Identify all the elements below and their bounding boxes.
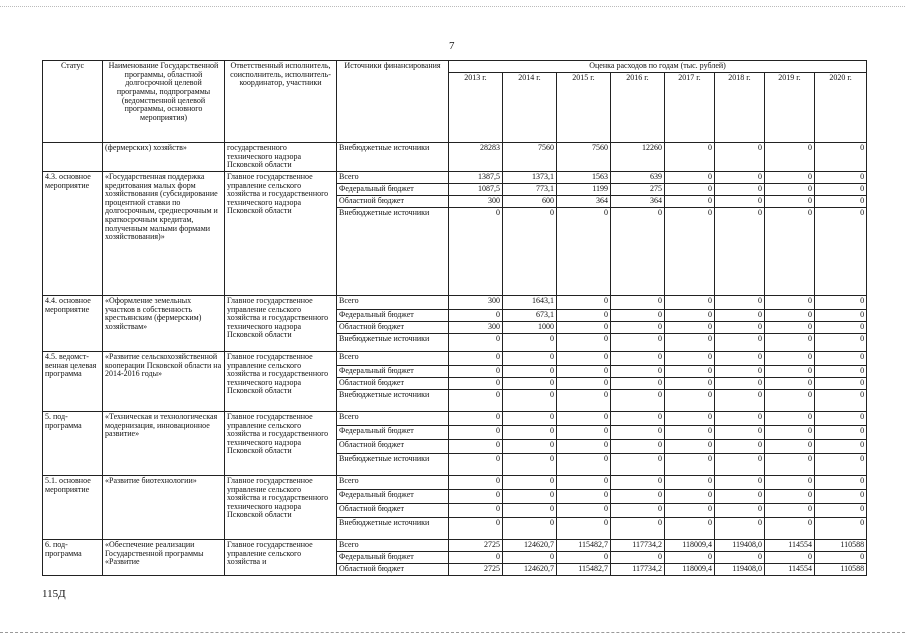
value-cell: 0 [611,207,665,295]
value-cell: 0 [611,517,665,539]
value-cell: 0 [503,411,557,425]
executor-cell: Главное государственное управление сельского хозяйства и государственного технического надзора Псковской области [225,295,337,351]
value-cell: 0 [665,183,715,195]
value-cell: 1087,5 [449,183,503,195]
value-cell: 0 [557,425,611,439]
value-cell: 0 [765,207,815,295]
table-row [43,295,867,309]
source-cell: Федеральный бюджет [337,309,449,321]
header-executor: Ответственный исполнитель, соисполнитель, исполнитель-координатор, участники [225,61,337,143]
value-cell: 0 [665,517,715,539]
source-cell: Областной бюджет [337,377,449,389]
value-cell: 0 [665,207,715,295]
value-cell: 7560 [503,143,557,172]
value-cell: 0 [611,425,665,439]
name-cell: «Обеспечение реализации Государственной программы «Развитие [103,539,225,575]
value-cell: 0 [715,475,765,489]
value-cell: 0 [815,295,867,309]
source-cell: Всего [337,475,449,489]
value-cell: 119408,0 [715,563,765,575]
value-cell: 0 [715,143,765,172]
footer-code: 115Д [42,588,66,600]
value-cell: 0 [715,517,765,539]
value-cell: 0 [611,309,665,321]
value-cell: 300 [449,195,503,207]
value-cell: 0 [665,411,715,425]
table-row [43,539,867,551]
value-cell: 0 [557,489,611,503]
status-cell: 4.3. основное мероприятие [43,171,103,295]
value-cell: 0 [715,365,765,377]
value-cell: 0 [815,551,867,563]
value-cell: 0 [815,377,867,389]
executor-cell: Главное государственное управление сельского хозяйства и государственного технического надзора Псковской области [225,411,337,475]
value-cell: 0 [715,309,765,321]
source-cell: Всего [337,411,449,425]
value-cell: 0 [815,365,867,377]
executor-cell: Главное государственное управление сельского хозяйства и государственного технического надзора Псковской области [225,171,337,295]
executor-cell: Главное государственное управление сельского хозяйства и [225,539,337,575]
header-year: 2015 г. [557,73,611,143]
value-cell: 0 [765,475,815,489]
value-cell: 0 [503,207,557,295]
value-cell: 0 [449,551,503,563]
value-cell: 0 [815,439,867,453]
value-cell: 0 [611,321,665,333]
header-sources: Источники финансирования [337,61,449,143]
value-cell: 0 [449,207,503,295]
value-cell: 300 [449,295,503,309]
value-cell: 119408,0 [715,539,765,551]
value-cell: 0 [557,453,611,475]
name-cell: «Развитие сельскохозяйственной кооперации Псковской области на 2014-2016 годы» [103,351,225,411]
value-cell: 0 [765,389,815,411]
value-cell: 0 [611,333,665,351]
table-row [43,475,867,489]
value-cell: 0 [449,309,503,321]
value-cell: 0 [665,453,715,475]
status-cell: 5.1. основное мероприятие [43,475,103,539]
value-cell: 0 [815,183,867,195]
value-cell: 773,1 [503,183,557,195]
value-cell: 117734,2 [611,539,665,551]
value-cell: 0 [557,551,611,563]
value-cell: 0 [611,503,665,517]
value-cell: 0 [715,439,765,453]
value-cell: 0 [765,365,815,377]
executor-cell: Главное государственное управление сельского хозяйства и государственного технического надзора Псковской области [225,475,337,539]
value-cell: 0 [503,489,557,503]
value-cell: 0 [611,351,665,365]
value-cell: 0 [611,295,665,309]
value-cell: 300 [449,321,503,333]
value-cell: 1000 [503,321,557,333]
value-cell: 0 [715,321,765,333]
value-cell: 0 [665,171,715,183]
source-cell: Всего [337,295,449,309]
value-cell: 0 [449,517,503,539]
value-cell: 118009,4 [665,539,715,551]
value-cell: 0 [765,309,815,321]
value-cell: 0 [815,321,867,333]
name-cell: «Государственная поддержка кредитования малых форм хозяйствования (субсидирование процентной ставки по долгосрочным, среднесрочным и краткосрочным кредитам, полученным малыми формами хозяйствования)» [103,171,225,295]
budget-table [42,60,867,576]
value-cell: 0 [815,207,867,295]
value-cell: 0 [557,321,611,333]
value-cell: 639 [611,171,665,183]
value-cell: 0 [557,333,611,351]
value-cell: 0 [503,453,557,475]
value-cell: 0 [715,295,765,309]
value-cell: 0 [503,517,557,539]
value-cell: 0 [611,453,665,475]
value-cell: 0 [557,411,611,425]
value-cell: 0 [815,195,867,207]
value-cell: 0 [715,171,765,183]
value-cell: 0 [665,365,715,377]
value-cell: 0 [815,489,867,503]
value-cell: 0 [665,321,715,333]
value-cell: 0 [503,365,557,377]
table-row [43,411,867,425]
value-cell: 0 [815,453,867,475]
value-cell: 0 [557,389,611,411]
value-cell: 110588 [815,539,867,551]
source-cell: Федеральный бюджет [337,551,449,563]
source-cell: Внебюджетные источники [337,453,449,475]
value-cell: 0 [765,321,815,333]
value-cell: 0 [715,489,765,503]
value-cell: 0 [503,439,557,453]
value-cell: 114554 [765,539,815,551]
value-cell: 0 [449,377,503,389]
value-cell: 0 [765,333,815,351]
source-cell: Областной бюджет [337,321,449,333]
value-cell: 0 [611,439,665,453]
value-cell: 364 [611,195,665,207]
value-cell: 0 [715,425,765,439]
source-cell: Внебюджетные источники [337,389,449,411]
value-cell: 12260 [611,143,665,172]
value-cell: 0 [557,351,611,365]
value-cell: 0 [449,453,503,475]
value-cell: 0 [503,389,557,411]
value-cell: 0 [715,551,765,563]
value-cell: 0 [765,489,815,503]
value-cell: 0 [503,333,557,351]
value-cell: 28283 [449,143,503,172]
value-cell: 0 [611,377,665,389]
value-cell: 0 [765,351,815,365]
value-cell: 0 [557,377,611,389]
value-cell: 0 [665,389,715,411]
value-cell: 117734,2 [611,563,665,575]
value-cell: 0 [449,439,503,453]
source-cell: Областной бюджет [337,439,449,453]
value-cell: 0 [449,489,503,503]
value-cell: 0 [765,377,815,389]
value-cell: 0 [665,503,715,517]
value-cell: 0 [557,475,611,489]
value-cell: 0 [449,351,503,365]
value-cell: 0 [765,551,815,563]
status-cell: 5. под-программа [43,411,103,475]
value-cell: 0 [449,425,503,439]
value-cell: 0 [765,503,815,517]
value-cell: 0 [715,389,765,411]
value-cell: 0 [765,517,815,539]
value-cell: 0 [815,143,867,172]
table-row [43,143,867,172]
value-cell: 0 [503,475,557,489]
value-cell: 1643,1 [503,295,557,309]
scan-top-edge [0,0,905,7]
header-year: 2019 г. [765,73,815,143]
status-cell [43,143,103,172]
value-cell: 0 [715,333,765,351]
value-cell: 115482,7 [557,539,611,551]
source-cell: Всего [337,171,449,183]
source-cell: Федеральный бюджет [337,489,449,503]
value-cell: 600 [503,195,557,207]
value-cell: 0 [665,295,715,309]
value-cell: 0 [765,171,815,183]
value-cell: 0 [557,309,611,321]
value-cell: 275 [611,183,665,195]
value-cell: 0 [665,195,715,207]
value-cell: 0 [665,439,715,453]
value-cell: 0 [611,489,665,503]
header-year: 2018 г. [715,73,765,143]
value-cell: 0 [815,351,867,365]
header-year: 2017 г. [665,73,715,143]
value-cell: 0 [765,425,815,439]
value-cell: 0 [665,377,715,389]
value-cell: 0 [503,551,557,563]
source-cell: Внебюджетные источники [337,517,449,539]
value-cell: 0 [815,411,867,425]
source-cell: Федеральный бюджет [337,365,449,377]
value-cell: 0 [665,333,715,351]
value-cell: 0 [715,411,765,425]
value-cell: 0 [815,425,867,439]
executor-cell: государственного технического надзора Псковской области [225,143,337,172]
value-cell: 0 [611,551,665,563]
table-row [43,171,867,183]
value-cell: 0 [765,453,815,475]
value-cell: 0 [449,411,503,425]
source-cell: Областной бюджет [337,503,449,517]
value-cell: 0 [611,365,665,377]
value-cell: 0 [715,183,765,195]
value-cell: 0 [815,171,867,183]
status-cell: 4.4. основное мероприятие [43,295,103,351]
value-cell: 2725 [449,563,503,575]
value-cell: 0 [815,503,867,517]
value-cell: 0 [815,389,867,411]
value-cell: 114554 [765,563,815,575]
name-cell: «Развитие биотехнологии» [103,475,225,539]
value-cell: 0 [557,365,611,377]
value-cell: 0 [665,489,715,503]
value-cell: 0 [715,195,765,207]
page-number: 7 [449,40,455,52]
status-cell: 4.5. ведомст-венная целевая программа [43,351,103,411]
value-cell: 124620,7 [503,563,557,575]
value-cell: 0 [557,207,611,295]
value-cell: 0 [557,503,611,517]
value-cell: 0 [611,475,665,489]
value-cell: 0 [765,143,815,172]
value-cell: 0 [765,183,815,195]
value-cell: 0 [665,551,715,563]
header-estimate: Оценка расходов по годам (тыс. рублей) [449,61,867,73]
value-cell: 124620,7 [503,539,557,551]
value-cell: 0 [815,475,867,489]
source-cell: Всего [337,351,449,365]
value-cell: 0 [665,351,715,365]
value-cell: 0 [557,295,611,309]
value-cell: 0 [611,411,665,425]
value-cell: 0 [449,503,503,517]
value-cell: 115482,7 [557,563,611,575]
name-cell: «Техническая и технологическая модернизация, инновационное развитие» [103,411,225,475]
value-cell: 0 [665,475,715,489]
value-cell: 0 [503,425,557,439]
header-year: 2020 г. [815,73,867,143]
value-cell: 0 [765,295,815,309]
value-cell: 0 [611,389,665,411]
value-cell: 0 [765,439,815,453]
value-cell: 0 [715,351,765,365]
value-cell: 1199 [557,183,611,195]
executor-cell: Главное государственное управление сельского хозяйства и государственного технического надзора Псковской области [225,351,337,411]
value-cell: 0 [449,389,503,411]
header-year: 2016 г. [611,73,665,143]
source-cell: Внебюджетные источники [337,207,449,295]
value-cell: 0 [557,439,611,453]
value-cell: 1387,5 [449,171,503,183]
source-cell: Внебюджетные источники [337,333,449,351]
value-cell: 0 [715,377,765,389]
value-cell: 0 [557,517,611,539]
value-cell: 0 [765,411,815,425]
value-cell: 0 [765,195,815,207]
value-cell: 673,1 [503,309,557,321]
value-cell: 0 [449,475,503,489]
value-cell: 0 [449,365,503,377]
value-cell: 0 [503,351,557,365]
value-cell: 0 [503,377,557,389]
scan-bottom-edge [0,632,905,633]
source-cell: Всего [337,539,449,551]
source-cell: Федеральный бюджет [337,183,449,195]
value-cell: 1563 [557,171,611,183]
value-cell: 0 [449,333,503,351]
source-cell: Областной бюджет [337,195,449,207]
value-cell: 0 [715,453,765,475]
name-cell: «Оформление земельных участков в собственность крестьянским (фермерским) хозяйствам» [103,295,225,351]
header-year: 2013 г. [449,73,503,143]
name-cell: (фермерских) хозяйств» [103,143,225,172]
value-cell: 0 [665,143,715,172]
source-cell: Областной бюджет [337,563,449,575]
header-name: Наименование Государственной программы, областной долгосрочной целевой программы, подпрограммы (ведомственной целевой программы, основного мероприятия) [103,61,225,143]
value-cell: 7560 [557,143,611,172]
value-cell: 0 [503,503,557,517]
value-cell: 0 [815,309,867,321]
value-cell: 0 [815,333,867,351]
value-cell: 2725 [449,539,503,551]
header-status: Статус [43,61,103,143]
value-cell: 364 [557,195,611,207]
value-cell: 0 [815,517,867,539]
status-cell: 6. под-программа [43,539,103,575]
table-row [43,351,867,365]
header-year: 2014 г. [503,73,557,143]
value-cell: 0 [715,207,765,295]
source-cell: Федеральный бюджет [337,425,449,439]
value-cell: 1373,1 [503,171,557,183]
source-cell: Внебюджетные источники [337,143,449,172]
value-cell: 0 [665,309,715,321]
value-cell: 118009,4 [665,563,715,575]
value-cell: 0 [665,425,715,439]
value-cell: 0 [715,503,765,517]
value-cell: 110588 [815,563,867,575]
